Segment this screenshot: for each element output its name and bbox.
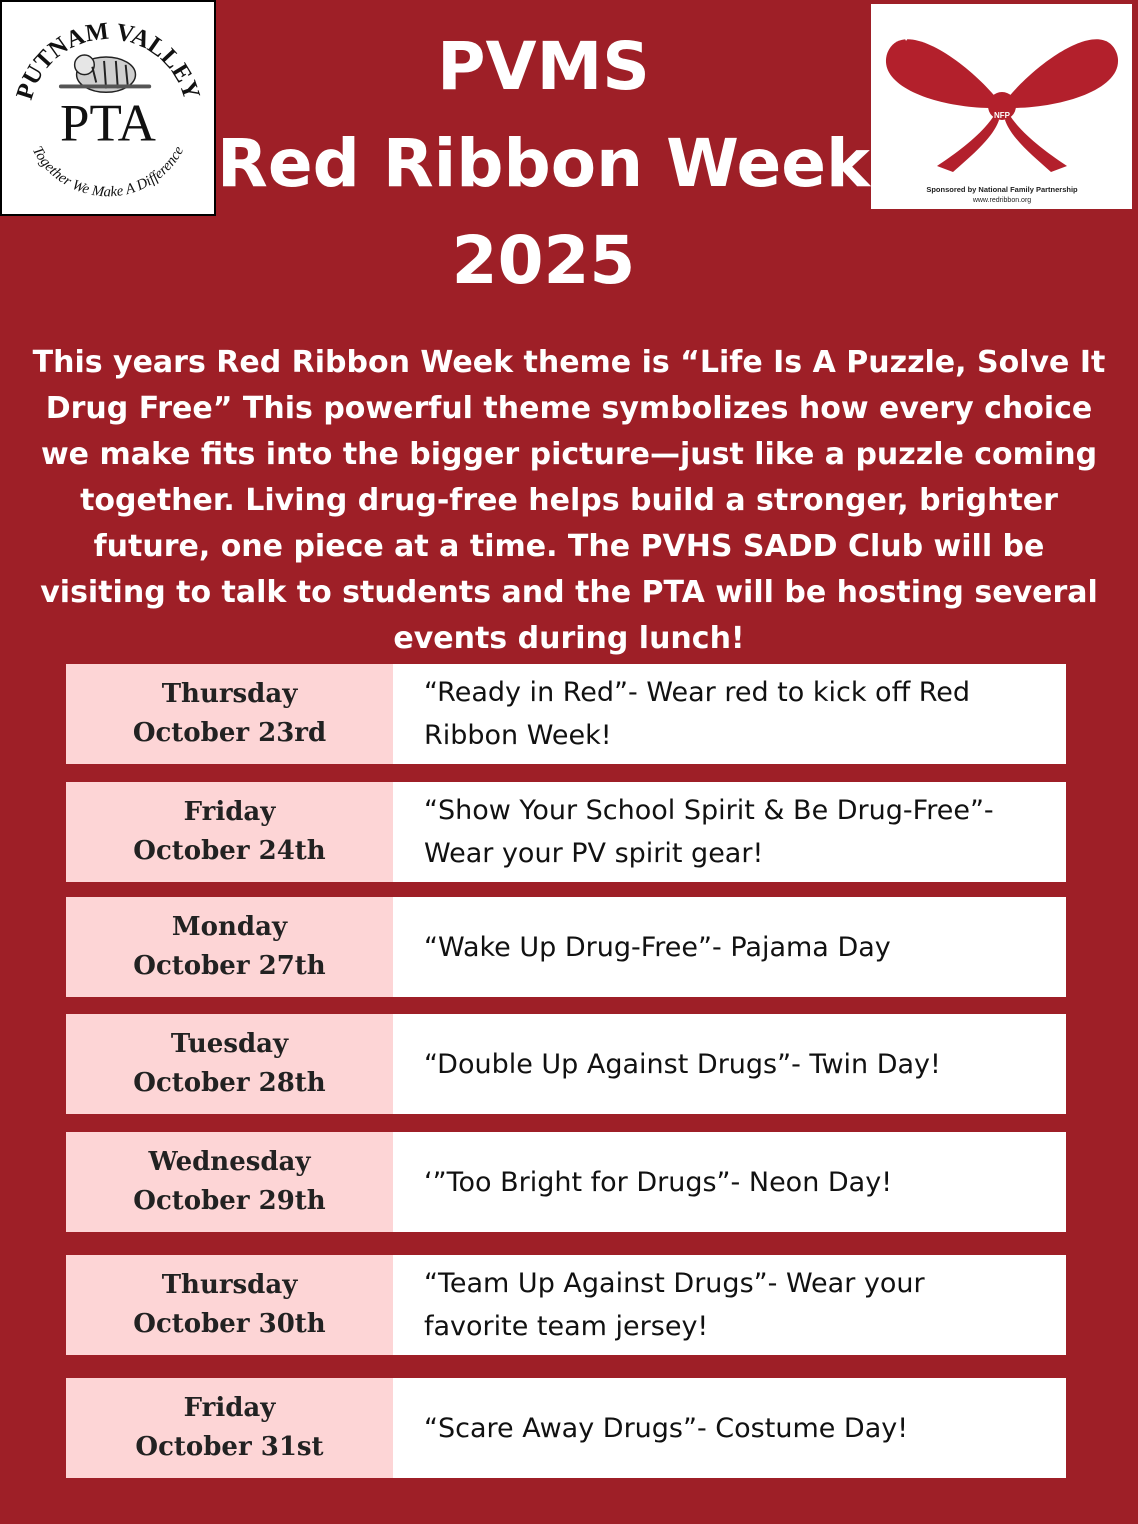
date: October 31st bbox=[135, 1432, 324, 1462]
sponsor-text: Sponsored by National Family Partnership bbox=[926, 185, 1078, 194]
date: October 28th bbox=[133, 1068, 326, 1098]
schedule-row bbox=[66, 1255, 1066, 1355]
weekday: Thursday bbox=[161, 679, 298, 709]
date: October 30th bbox=[133, 1309, 326, 1339]
weekday: Friday bbox=[183, 797, 276, 827]
date: October 29th bbox=[133, 1186, 326, 1216]
theme-description: This years Red Ribbon Week theme is “Life Is A Puzzle, Solve It Drug Free” This powerful theme symbolizes how every choice we make fits into the bigger picture—just like a puzzle coming together. Living drug-free helps build a stronger, brighter future, one piece at a time. The PVHS SADD Club will be visiting to talk to students and the PTA will be hosting several events during lunch! bbox=[32, 345, 1106, 656]
schedule-row bbox=[66, 897, 1066, 997]
pta-arc-bottom-text: Together We Make A Difference bbox=[28, 143, 188, 201]
schedule-row bbox=[66, 1014, 1066, 1114]
day-cell bbox=[66, 1378, 393, 1478]
nfp-badge: NFP bbox=[994, 111, 1010, 120]
day-cell bbox=[66, 897, 393, 997]
date: October 24th bbox=[133, 836, 326, 866]
pta-center-text: PTA bbox=[60, 94, 156, 153]
title-line-1: PVMS bbox=[437, 28, 650, 105]
title-line-3: 2025 bbox=[451, 222, 636, 299]
day-cell bbox=[66, 1132, 393, 1232]
ribbon-campaign-text: RED RIBBON CAMPAIGN bbox=[901, 27, 1004, 94]
date: October 27th bbox=[133, 951, 326, 981]
event-description: “Show Your School Spirit & Be Drug-Free”- Wear your PV spirit gear! bbox=[393, 782, 1066, 882]
event-description: ‘”Too Bright for Drugs”- Neon Day! bbox=[393, 1132, 1066, 1232]
schedule-row bbox=[66, 664, 1066, 764]
event-description: “Ready in Red”- Wear red to kick off Red Ribbon Week! bbox=[393, 664, 1066, 764]
day-cell bbox=[66, 782, 393, 882]
event-description: “Scare Away Drugs”- Costume Day! bbox=[393, 1378, 1066, 1478]
weekday: Tuesday bbox=[170, 1029, 289, 1059]
weekday: Wednesday bbox=[148, 1147, 311, 1177]
day-cell bbox=[66, 1255, 393, 1355]
weekday: Monday bbox=[171, 912, 288, 942]
event-description: “Team Up Against Drugs”- Wear your favorite team jersey! bbox=[393, 1255, 1066, 1355]
page-title bbox=[216, 18, 871, 309]
ribbon-bow-icon bbox=[886, 39, 1118, 172]
pta-arc-top-text: PUTNAM VALLEY bbox=[10, 17, 206, 103]
ribbon-dates-text: OCTOBER 23-31 bbox=[1004, 27, 1064, 91]
day-cell bbox=[66, 1014, 393, 1114]
schedule-row bbox=[66, 1378, 1066, 1478]
tiger-icon bbox=[61, 55, 149, 92]
red-ribbon-logo bbox=[871, 4, 1132, 209]
date: October 23rd bbox=[132, 718, 327, 748]
day-cell bbox=[66, 664, 393, 764]
schedule-row bbox=[66, 782, 1066, 882]
title-line-2: Red Ribbon Week bbox=[217, 125, 870, 202]
event-description: “Wake Up Drug-Free”- Pajama Day bbox=[393, 897, 1066, 997]
schedule-row bbox=[66, 1132, 1066, 1232]
pta-logo bbox=[0, 0, 216, 216]
weekday: Friday bbox=[183, 1393, 276, 1423]
weekday: Thursday bbox=[161, 1270, 298, 1300]
sponsor-url: www.redribbon.org bbox=[972, 197, 1032, 204]
event-description: “Double Up Against Drugs”- Twin Day! bbox=[393, 1014, 1066, 1114]
